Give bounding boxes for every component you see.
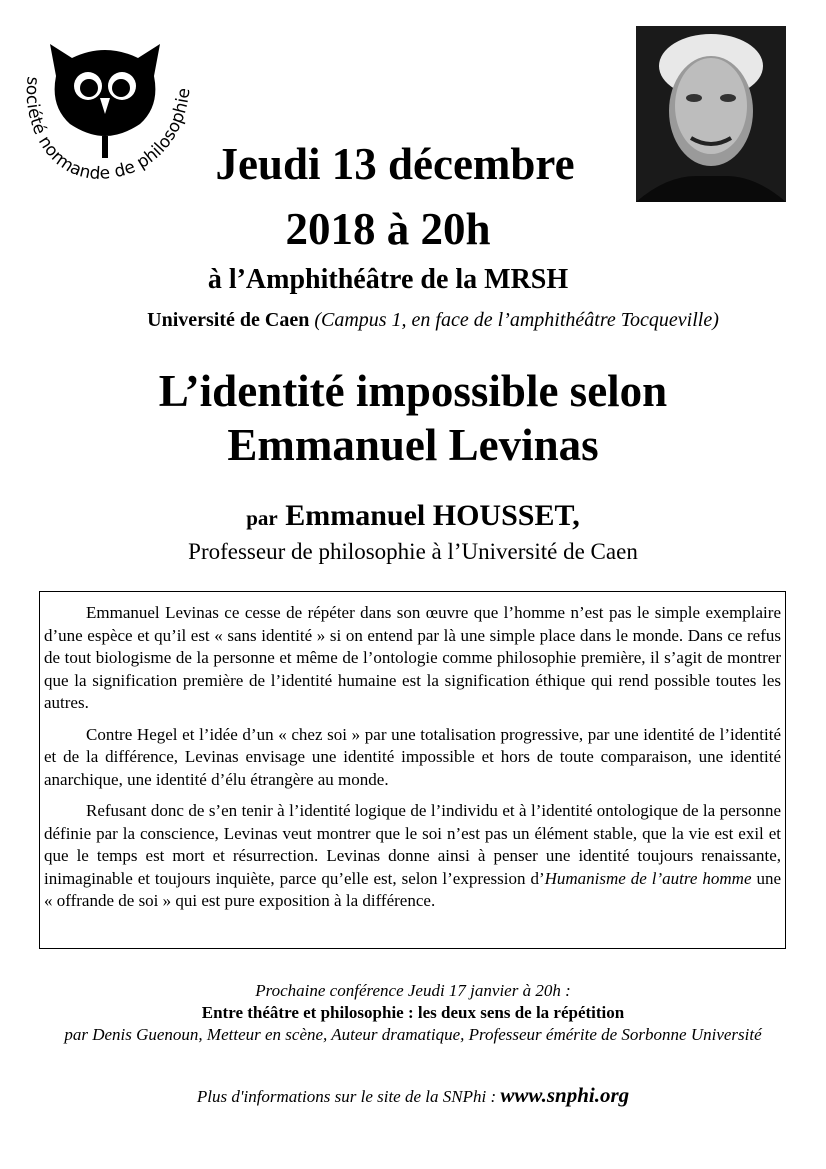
speaker-name: Emmanuel HOUSSET, [285,499,580,532]
lecture-title-line2: Emmanuel Levinas [227,420,599,470]
more-info-text: Plus d'informations sur le site de la SNPhi : [196,1087,501,1106]
speaker-portrait [636,26,786,202]
website-link[interactable]: www.snphi.org [500,1083,630,1107]
lecture-title [0,364,826,472]
university-line [60,307,806,333]
event-venue: à l’Amphithéâtre de la MRSH [207,264,569,295]
lecture-title-line1: L’identité impossible selon [158,366,668,416]
portrait-icon [636,26,786,202]
abstract-p3-end: une « offrande de soi » qui est pure exposition à la différence. [44,868,782,910]
abstract-box [39,591,786,949]
next-conference [30,980,796,1046]
abstract-p3-start: Refusant donc de s’en tenir à l’identité logique de l’individu et à l’identité ontologique de la personne définie par la conscience, Levinas veut montrer que le soi n’est pas un élément stable, que la vie est exil et que le temps est mort et résurrection. Levinas donne ainsi à penser une identité toujours renaissante, inimaginable et toujours inquiète, parce qu’elle est, selon l’expression d’ [44,801,781,888]
abstract-paragraph-3 [44,800,781,913]
next-conference-title: Entre théâtre et philosophie : les deux sens de la répétition [201,1003,625,1022]
event-date-line2: 2018 à 20h [285,204,491,254]
campus-note: (Campus 1, en face de l’amphithéâtre Tocqueville) [314,309,719,331]
speaker-role: Professeur de philosophie à l’Université de Caen [188,539,638,564]
speaker-prefix: par [246,506,278,530]
abstract-paragraph-1: Emmanuel Levinas ce cesse de répéter dans son œuvre que l’homme n’est pas le simple exemplaire d’une espèce et qu’il est « sans identité » si on entend par là une simple place dans le monde. Dans ce refus de tout biologisme de la personne et même de l’ontologie comme philosophie première, il s’agit de montrer que la signification première de l’identité humaine est la signification éthique qui rend possible toutes les autres. [44,603,781,712]
next-conference-announce: Prochaine conférence Jeudi 17 janvier à 20h : [255,981,571,1000]
event-date-line1: Jeudi 13 décembre [215,139,575,189]
university-name: Université de Caen [147,309,310,331]
next-conference-speaker: par Denis Guenoun, Metteur en scène, Auteur dramatique, Professeur émérite de Sorbonne Université [64,1025,762,1044]
abstract-paragraph-2: Contre Hegel et l’idée d’un « chez soi » par une totalisation progressive, par une identité de l’identité et de la différence, Levinas envisage une identité impossible et hors de toute comparaison, une identité anarchique, une identité d’élu étrangère au monde. [44,724,781,789]
more-info [0,1082,826,1110]
speaker-line [0,498,826,536]
book-title: Humanisme de l’autre homme [544,868,752,888]
logo-arc-text: société normande de philosophie [21,75,195,184]
